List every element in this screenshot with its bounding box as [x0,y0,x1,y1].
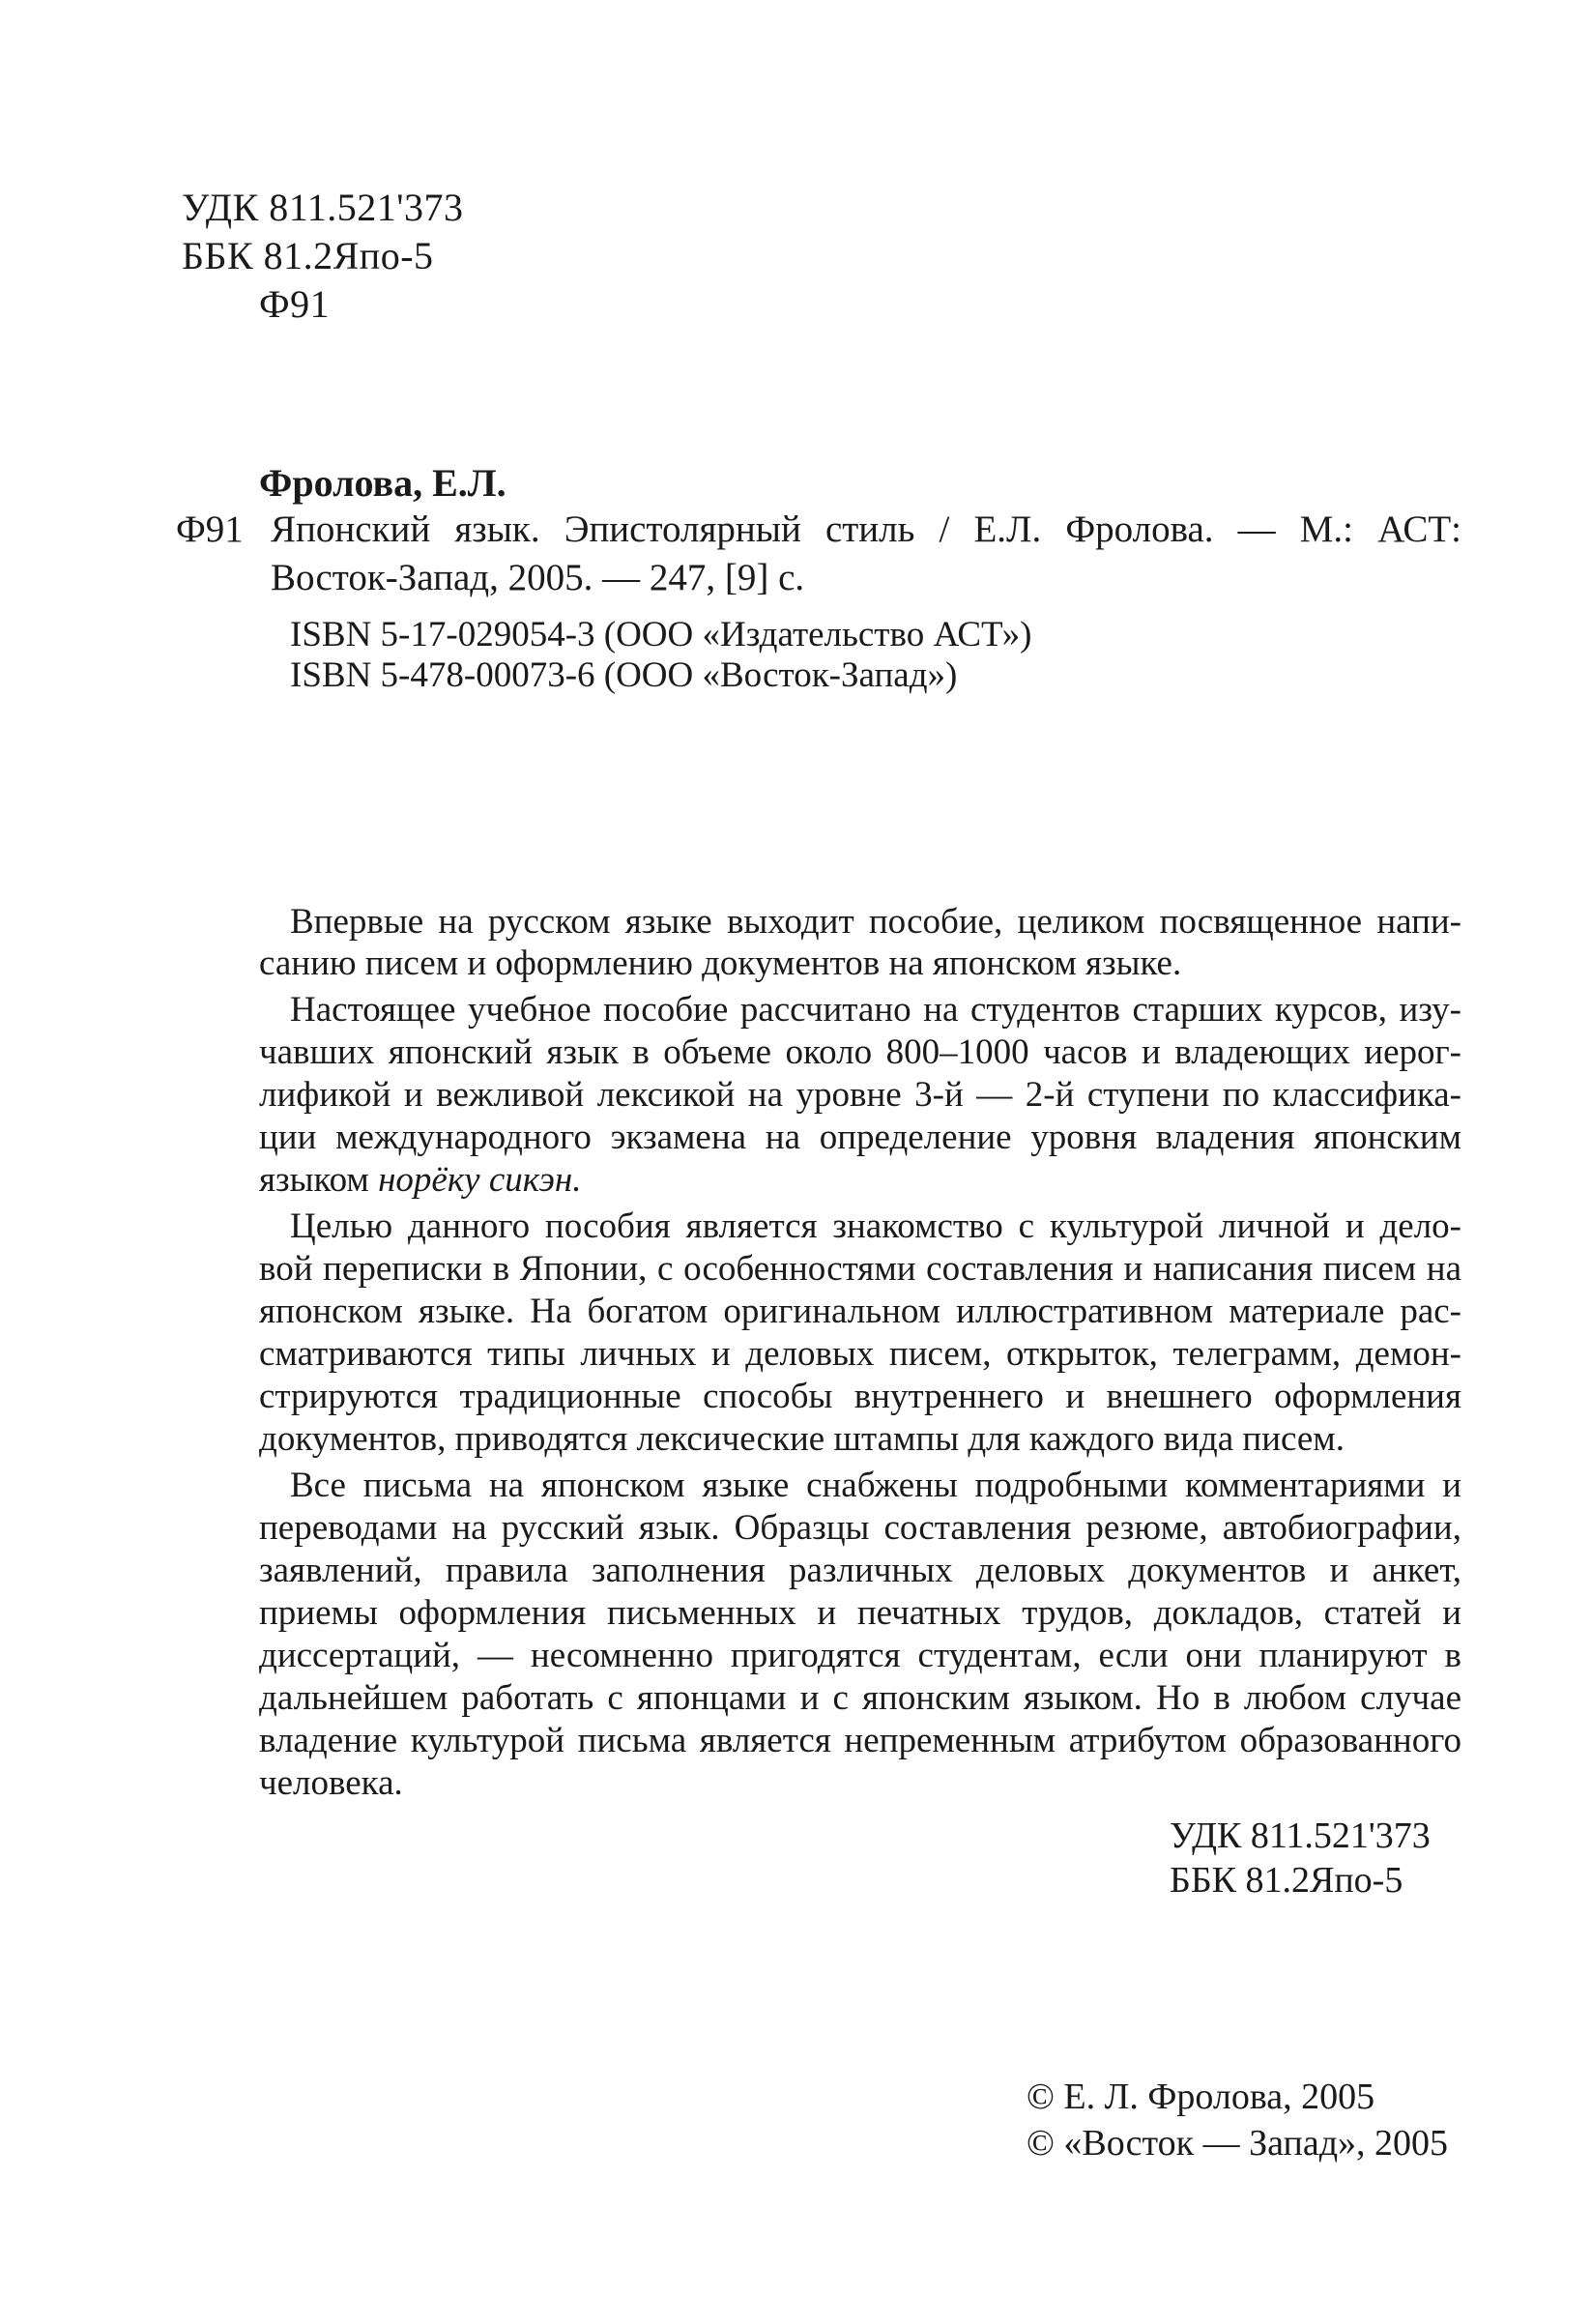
annotation-line: Настоящее учебное пособие рассчитано на студентов старших курсов, изу- [290,990,1461,1030]
isbn-1: ISBN 5-17-029054-3 (ООО «Издательство АСТ») [290,615,1032,654]
annotation-line: документов, приводятся лексические штампы для каждого вида писем. [259,1419,1345,1459]
annotation-line: сматриваются типы личных и деловых писем, открыток, телеграмм, демон- [259,1334,1461,1374]
bbk-code: ББК 81.2Япо-5 [182,234,434,277]
annotation-line: заявлений, правила заполнения различных деловых документов и анкет, [259,1551,1461,1590]
bib-mark: Ф91 [176,508,244,550]
copyright-publisher: © «Восток — Запад», 2005 [1027,2123,1449,2164]
annotation-line: ции международного экзамена на определение уровня владения японским [259,1118,1461,1157]
annotation-line: санию писем и оформлению документов на японском языке. [259,944,1182,983]
copyright-author: © Е. Л. Фролова, 2005 [1027,2077,1375,2117]
annotation-line: японском языке. На богатом оригинальном иллюстративном материале рас- [259,1292,1461,1331]
annotation-line: диссертаций, — несомненно пригодятся студентам, если они планируют в [259,1636,1461,1675]
isbn-2: ISBN 5-478-00073-6 (ООО «Восток-Запад») [290,655,958,695]
bib-title-line2: Восток-Запад, 2005. — 247, [9] с. [271,557,805,598]
annotation-line: лификой и вежливой лексикой на уровне 3-й — 2-й ступени по классифика- [259,1075,1461,1115]
annotation-line: Впервые на русском языке выходит пособие, целиком посвященное напи- [290,902,1461,942]
author-name: Фролова, Е.Л. [259,461,506,505]
annotation-line: Все письма на японском языке снабжены подробными комментариями и [290,1466,1461,1505]
annotation-line: владение культурой письма является непременным атрибутом образованного [259,1721,1461,1760]
annotation-line: человека. [259,1763,403,1803]
annotation-line: Целью данного пособия является знакомство с культурой личной и дело- [290,1206,1461,1246]
author-mark: Ф91 [259,282,331,326]
annotation-line: приемы оформления письменных и печатных трудов, докладов, статей и [259,1593,1461,1633]
annotation-line: чавших японский язык в объеме около 800–1000 часов и владеющих иерог- [259,1032,1461,1072]
udk-code: УДК 811.521'373 [182,186,464,229]
annotation-line-italic [259,1162,581,1198]
annotation-line: переводами на русский язык. Образцы составления резюме, автобиографии, [259,1508,1461,1548]
bib-title-line1: Японский язык. Эпистолярный стиль / Е.Л. Фролова. — М.: АСТ: [271,508,1461,550]
udk-code-bottom: УДК 811.521'373 [1170,1816,1431,1856]
annotation-italic-term: норёку сикэн. [378,1160,582,1200]
annotation-text: языком [259,1160,369,1200]
annotation-line: вой переписки в Японии, с особенностями составления и написания писем на [259,1249,1461,1289]
annotation-line: стрируются традиционные способы внутреннего и внешнего оформления [259,1377,1461,1416]
annotation-line: дальнейшем работать с японцами и с японским языком. Но в любом случае [259,1678,1461,1718]
bbk-code-bottom: ББК 81.2Япо-5 [1170,1860,1403,1901]
